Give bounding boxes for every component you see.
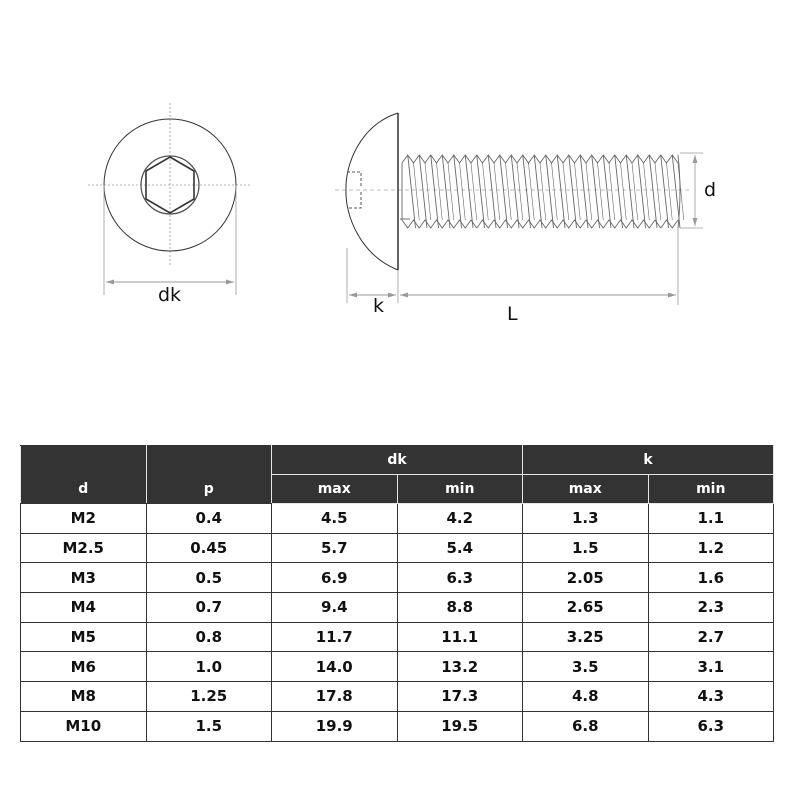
cell-p: 0.4 [146,504,272,534]
cell-p: 1.5 [146,711,272,741]
table-row [21,533,774,563]
cell-p: 1.0 [146,652,272,682]
cell-dk-min: 6.3 [397,563,523,593]
cell-d: M10 [21,711,147,741]
cell-k-max: 4.8 [523,682,649,712]
cell-dk-min: 5.4 [397,533,523,563]
cell-p: 0.8 [146,622,272,652]
table-row [21,563,774,593]
cell-d: M4 [21,593,147,623]
header-k-max: max [523,475,649,504]
cell-k-max: 2.65 [523,593,649,623]
table-header-row-group [21,446,774,475]
cell-k-min: 2.7 [648,622,774,652]
table-row [21,711,774,741]
header-p: p [146,446,272,504]
thread-icon [402,155,684,228]
cell-k-min: 6.3 [648,711,774,741]
cell-p: 0.7 [146,593,272,623]
cell-k-max: 1.3 [523,504,649,534]
table-row [21,504,774,534]
cell-dk-max: 6.9 [272,563,398,593]
table-row [21,652,774,682]
header-dk-min: min [397,475,523,504]
header-dk: dk [272,446,523,475]
cell-k-min: 1.2 [648,533,774,563]
cell-d: M8 [21,682,147,712]
cell-dk-min: 17.3 [397,682,523,712]
cell-k-max: 3.5 [523,652,649,682]
cell-k-min: 1.1 [648,504,774,534]
cell-d: M5 [21,622,147,652]
cell-d: M2.5 [21,533,147,563]
cell-dk-min: 11.1 [397,622,523,652]
length-dimension-label: L [507,303,518,325]
cell-dk-max: 17.8 [272,682,398,712]
side-view [335,113,703,305]
diameter-dimension-label: d [704,179,717,201]
table-row [21,622,774,652]
cell-k-min: 2.3 [648,593,774,623]
cell-p: 0.5 [146,563,272,593]
cell-dk-max: 14.0 [272,652,398,682]
cell-k-min: 3.1 [648,652,774,682]
cell-p: 1.25 [146,682,272,712]
cell-d: M2 [21,504,147,534]
cell-k-max: 1.5 [523,533,649,563]
cell-k-max: 3.25 [523,622,649,652]
cell-p: 0.45 [146,533,272,563]
cell-dk-min: 19.5 [397,711,523,741]
table-row [21,593,774,623]
cell-dk-min: 8.8 [397,593,523,623]
header-k: k [523,446,774,475]
cell-dk-min: 13.2 [397,652,523,682]
header-k-min: min [648,475,774,504]
dimension-spec-table [20,445,774,742]
header-d: d [21,446,147,504]
cell-d: M3 [21,563,147,593]
cell-k-min: 4.3 [648,682,774,712]
cell-dk-max: 5.7 [272,533,398,563]
header-dk-max: max [272,475,398,504]
cell-k-max: 2.05 [523,563,649,593]
top-view [88,103,252,295]
cell-dk-max: 11.7 [272,622,398,652]
dk-dimension-label: dk [158,284,182,306]
cell-k-max: 6.8 [523,711,649,741]
cell-d: M6 [21,652,147,682]
cell-dk-max: 4.5 [272,504,398,534]
cell-k-min: 1.6 [648,563,774,593]
cell-dk-max: 9.4 [272,593,398,623]
cell-dk-min: 4.2 [397,504,523,534]
k-dimension-label: k [373,295,385,317]
cell-dk-max: 19.9 [272,711,398,741]
table-row [21,682,774,712]
